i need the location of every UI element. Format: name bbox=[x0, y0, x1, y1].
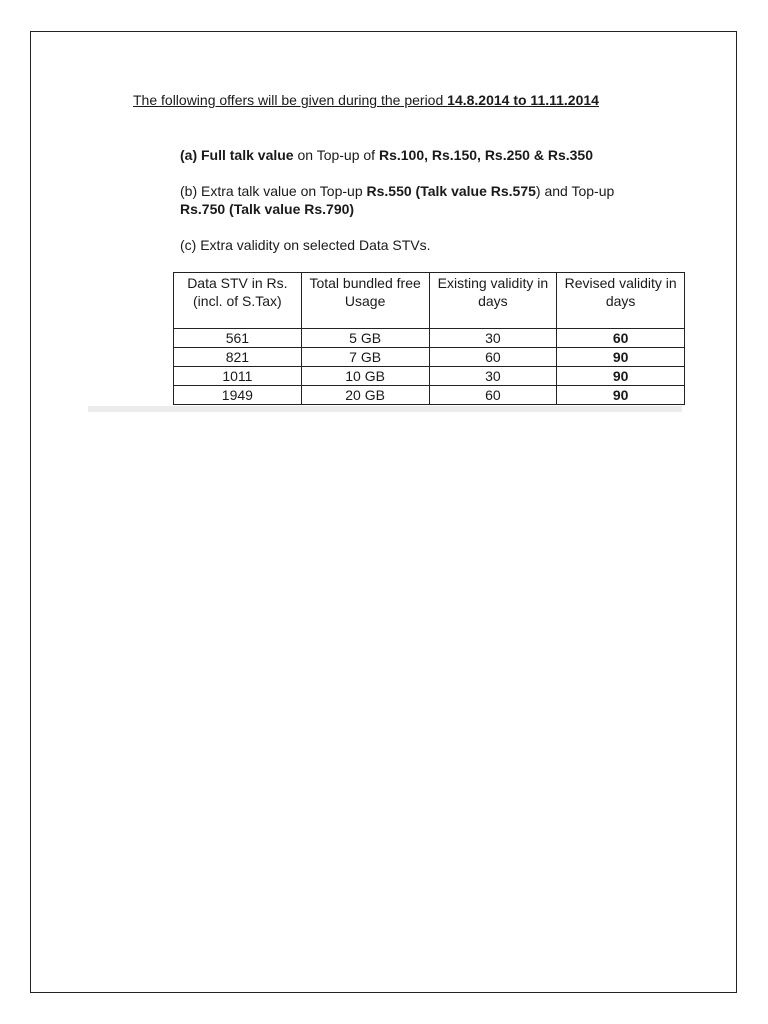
cell-existing: 60 bbox=[429, 348, 557, 367]
header-data-stv: Data STV in Rs.(incl. of S.Tax) bbox=[174, 273, 302, 329]
offer-b bbox=[180, 182, 650, 218]
offer-b-middle: ) and Top-up bbox=[535, 183, 615, 199]
cell-usage: 10 GB bbox=[301, 367, 429, 386]
table-row bbox=[174, 348, 685, 367]
cell-existing: 30 bbox=[429, 367, 557, 386]
cell-revised: 90 bbox=[557, 386, 685, 405]
offer-period-heading bbox=[133, 92, 599, 108]
cell-usage: 7 GB bbox=[301, 348, 429, 367]
offer-a-middle: on Top-up of bbox=[293, 147, 379, 163]
offer-a-amounts: Rs.100, Rs.150, Rs.250 & Rs.350 bbox=[378, 147, 593, 163]
offer-b-second: Rs.750 (Talk value Rs.790) bbox=[180, 201, 355, 217]
cell-existing: 30 bbox=[429, 329, 557, 348]
offer-c-text: (c) Extra validity on selected Data STVs. bbox=[180, 237, 431, 253]
header-revised-validity: Revised validity in days bbox=[557, 273, 685, 329]
cell-stv: 561 bbox=[174, 329, 302, 348]
table-row bbox=[174, 386, 685, 405]
cell-revised: 90 bbox=[557, 348, 685, 367]
table-header-row bbox=[174, 273, 685, 329]
header-free-usage: Total bundled free Usage bbox=[301, 273, 429, 329]
cell-revised: 60 bbox=[557, 329, 685, 348]
offer-b-prefix: (b) Extra talk value on Top-up bbox=[180, 183, 367, 199]
offer-b-first: Rs.550 (Talk value Rs.575 bbox=[366, 183, 536, 199]
heading-prefix: The following offers will be given during the period bbox=[133, 92, 448, 108]
offer-period-dates: 14.8.2014 to 11.11.2014 bbox=[447, 92, 599, 108]
cell-stv: 1949 bbox=[174, 386, 302, 405]
cell-revised: 90 bbox=[557, 367, 685, 386]
shaded-divider bbox=[88, 406, 682, 412]
table-row bbox=[174, 367, 685, 386]
data-stv-table bbox=[173, 272, 685, 405]
offer-c bbox=[180, 236, 431, 254]
table-row bbox=[174, 329, 685, 348]
page-frame bbox=[30, 31, 737, 993]
cell-usage: 5 GB bbox=[301, 329, 429, 348]
cell-existing: 60 bbox=[429, 386, 557, 405]
offer-a-label: (a) Full talk value bbox=[180, 147, 294, 163]
cell-usage: 20 GB bbox=[301, 386, 429, 405]
cell-stv: 821 bbox=[174, 348, 302, 367]
cell-stv: 1011 bbox=[174, 367, 302, 386]
offer-a bbox=[180, 146, 593, 164]
header-existing-validity: Existing validity in days bbox=[429, 273, 557, 329]
